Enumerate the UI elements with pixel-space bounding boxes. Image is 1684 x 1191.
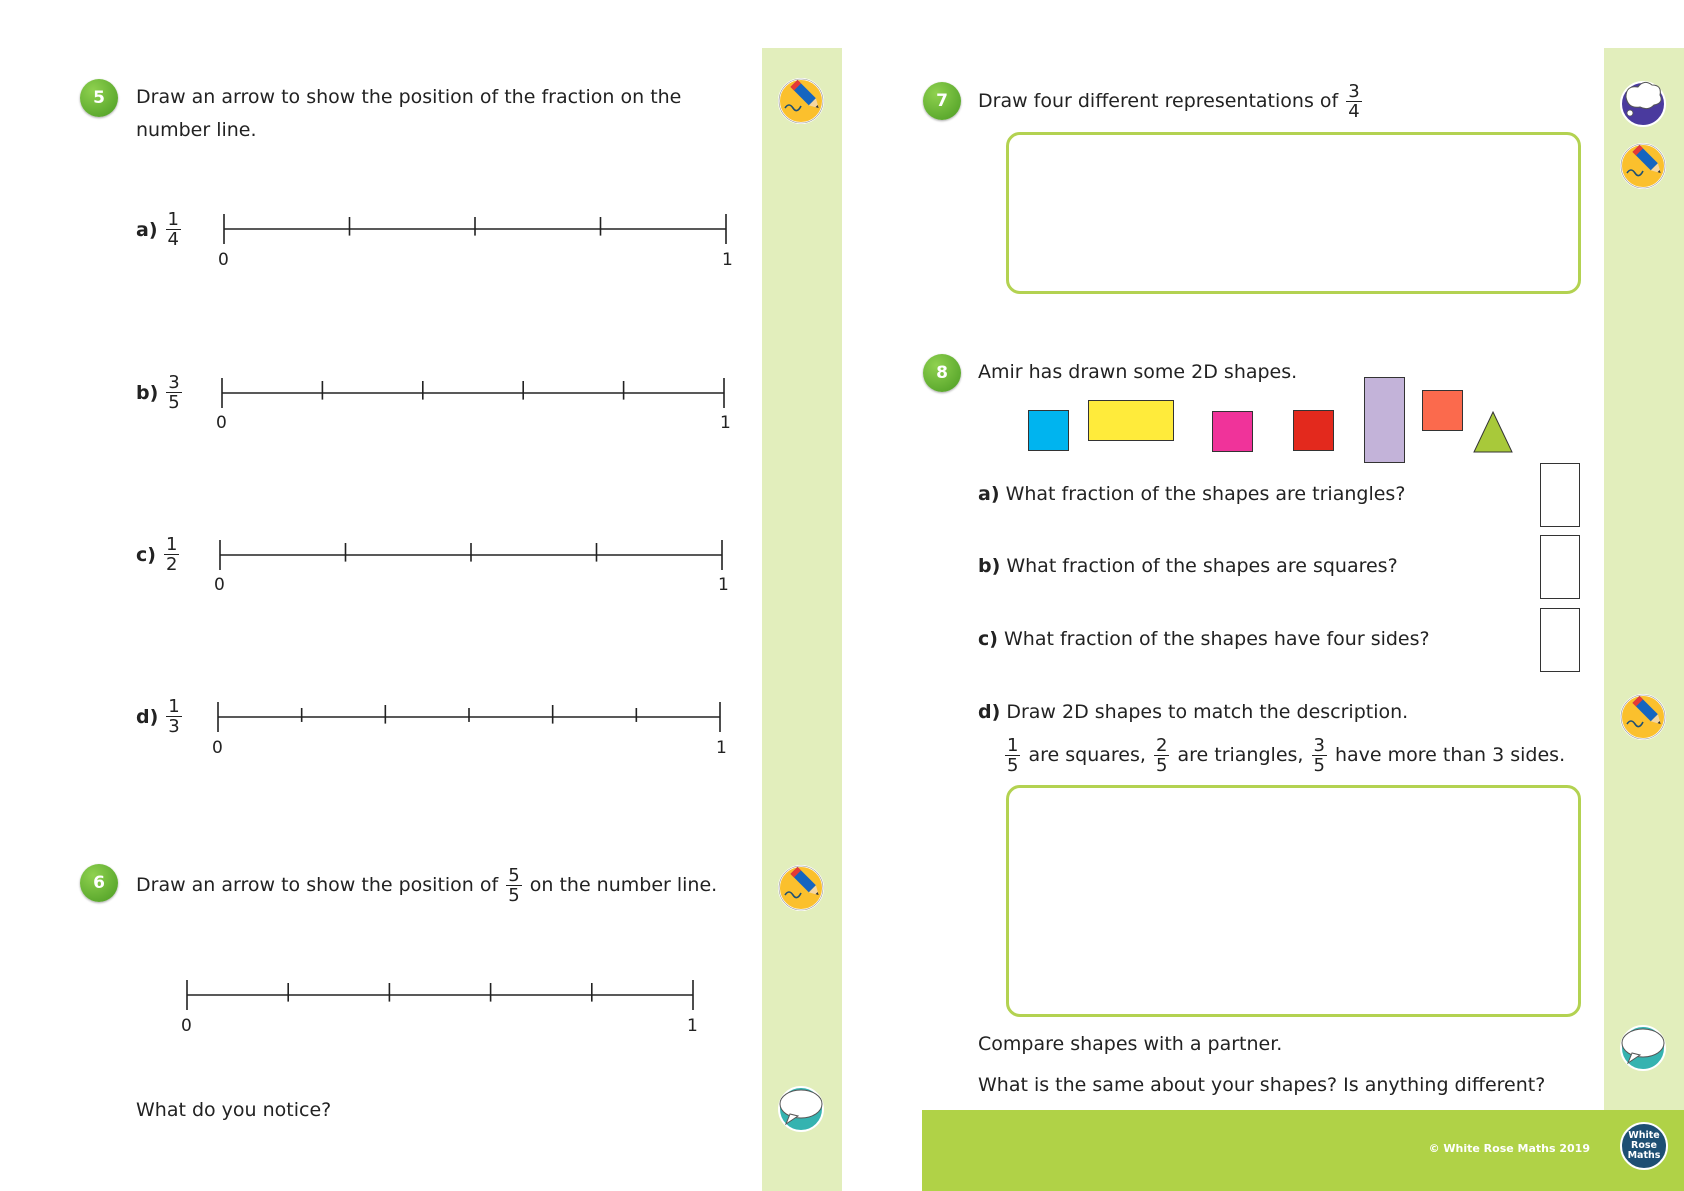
q5b-number-line[interactable] — [220, 376, 728, 410]
q5a-end: 1 — [722, 250, 733, 270]
question-7-answer-box[interactable] — [1006, 132, 1581, 294]
q5c-end: 1 — [718, 575, 729, 595]
q8b-question — [978, 550, 1398, 583]
logo-line2: Rose — [1631, 1140, 1657, 1151]
q5c-label — [136, 535, 181, 574]
q8d-answer-box[interactable] — [1006, 785, 1581, 1017]
q8b-letter: b) — [978, 555, 1001, 577]
q8b-answer-box[interactable] — [1540, 535, 1580, 599]
logo-line3: Maths — [1627, 1150, 1661, 1161]
thought-bubble-icon — [1618, 77, 1668, 127]
q5b-denominator: 5 — [168, 392, 180, 413]
q8a-answer-box[interactable] — [1540, 463, 1580, 527]
question-6-denominator: 5 — [508, 885, 520, 906]
q5d-start: 0 — [212, 738, 223, 758]
q8d-desc-denominator-2: 5 — [1155, 755, 1168, 776]
q5d-number-line[interactable] — [216, 700, 724, 734]
q5c-denominator: 2 — [165, 554, 178, 575]
question-8-number: 8 — [923, 354, 961, 392]
q8a-text: What fraction of the shapes are triangles? — [1005, 483, 1406, 505]
q8d-desc-fraction-1 — [1005, 736, 1020, 775]
q8a-letter: a) — [978, 483, 1000, 505]
pencil-icon — [776, 74, 826, 124]
q5a-fraction — [166, 210, 181, 249]
question-7-denominator: 4 — [1348, 101, 1360, 122]
white-rose-maths-logo — [1620, 1122, 1668, 1170]
q8c-letter: c) — [978, 628, 998, 650]
q5b-fraction — [166, 373, 181, 412]
question-6-text — [136, 866, 717, 905]
q5d-numerator: 1 — [168, 696, 180, 717]
shape-orange-square — [1422, 390, 1463, 431]
q5c-fraction — [164, 535, 179, 574]
question-7-text-label: Draw four different representations of — [978, 90, 1339, 112]
shape-pink-square — [1212, 411, 1253, 452]
q5d-letter: d) — [136, 705, 159, 728]
q8-compare-1: Compare shapes with a partner. — [978, 1033, 1283, 1055]
q5d-end: 1 — [716, 738, 727, 758]
question-6-notice: What do you notice? — [136, 1099, 332, 1121]
right-page-strip — [1604, 48, 1684, 1110]
q8d-text: Draw 2D shapes to match the description. — [1006, 701, 1409, 723]
q8c-question — [978, 623, 1430, 656]
question-6-numerator: 5 — [508, 865, 520, 886]
q5b-end: 1 — [720, 413, 731, 433]
q8b-text: What fraction of the shapes are squares? — [1006, 555, 1398, 577]
question-7-text — [978, 82, 1364, 121]
q5b-label — [136, 373, 184, 412]
question-7-numerator: 3 — [1348, 81, 1360, 102]
q6-end: 1 — [687, 1016, 698, 1036]
q8d-desc-fraction-2 — [1154, 736, 1169, 775]
q5c-numerator: 1 — [165, 534, 178, 555]
q6-number-line[interactable] — [185, 978, 697, 1012]
pencil-icon — [1618, 690, 1668, 740]
q5b-numerator: 3 — [168, 372, 180, 393]
q5c-number-line[interactable] — [218, 538, 726, 572]
q8a-question — [978, 478, 1405, 511]
q8d-desc-text-2: are triangles, — [1177, 744, 1304, 766]
q8d-desc-numerator-2: 2 — [1155, 735, 1168, 756]
question-7-number: 7 — [923, 82, 961, 120]
pencil-icon — [776, 861, 826, 911]
pencil-icon — [1618, 139, 1668, 189]
shape-yellow-rectangle — [1088, 400, 1174, 441]
q6-start: 0 — [181, 1016, 192, 1036]
q5a-denominator: 4 — [167, 229, 179, 250]
q5a-start: 0 — [218, 250, 229, 270]
q8d-desc-text-3: have more than 3 sides. — [1335, 744, 1566, 766]
speech-bubble-icon — [776, 1082, 826, 1132]
q8d-description — [1003, 736, 1565, 775]
q8d-desc-numerator-3: 3 — [1313, 735, 1325, 756]
q5d-label — [136, 697, 184, 736]
q5c-start: 0 — [214, 575, 225, 595]
q5d-fraction — [166, 697, 181, 736]
footer-bar — [922, 1110, 1684, 1191]
q8d-letter: d) — [978, 701, 1001, 723]
question-5-number: 5 — [80, 79, 118, 117]
q5a-numerator: 1 — [167, 209, 179, 230]
q5a-number-line[interactable] — [222, 212, 730, 246]
question-6-fraction — [506, 866, 521, 905]
shape-blue-square — [1028, 410, 1069, 451]
q5b-start: 0 — [216, 413, 227, 433]
question-6-text-after: on the number line. — [529, 874, 718, 896]
q8d-question — [978, 696, 1408, 729]
question-8-intro: Amir has drawn some 2D shapes. — [978, 361, 1298, 383]
q5b-letter: b) — [136, 381, 159, 404]
q8c-answer-box[interactable] — [1540, 608, 1580, 672]
q5a-letter: a) — [136, 218, 158, 241]
q5a-label — [136, 210, 183, 249]
shape-red-square — [1293, 410, 1334, 451]
q8d-desc-fraction-3 — [1312, 736, 1327, 775]
question-7-fraction — [1346, 82, 1361, 121]
q8d-desc-text-1: are squares, — [1028, 744, 1146, 766]
question-5-text-line1: Draw an arrow to show the position of the fraction on the — [136, 86, 682, 108]
question-6-text-before: Draw an arrow to show the position of — [136, 874, 499, 896]
q8c-text: What fraction of the shapes have four sides? — [1004, 628, 1430, 650]
shape-lilac-rectangle — [1364, 377, 1405, 463]
logo-line1: White — [1628, 1130, 1660, 1141]
q8d-desc-numerator-1: 1 — [1007, 735, 1019, 756]
question-6-number: 6 — [80, 864, 118, 902]
left-page-strip — [762, 48, 842, 1191]
q8d-desc-denominator-3: 5 — [1313, 755, 1325, 776]
q8-compare-2: What is the same about your shapes? Is anything different? — [978, 1074, 1546, 1096]
question-5-text — [136, 81, 681, 147]
q8d-desc-denominator-1: 5 — [1007, 755, 1019, 776]
q5d-denominator: 3 — [168, 716, 180, 737]
q5c-letter: c) — [136, 543, 156, 566]
shape-green-triangle — [1472, 410, 1514, 454]
footer-copyright: © White Rose Maths 2019 — [1428, 1142, 1590, 1155]
question-5-text-line2: number line. — [136, 119, 257, 141]
speech-bubble-icon — [1618, 1021, 1668, 1071]
